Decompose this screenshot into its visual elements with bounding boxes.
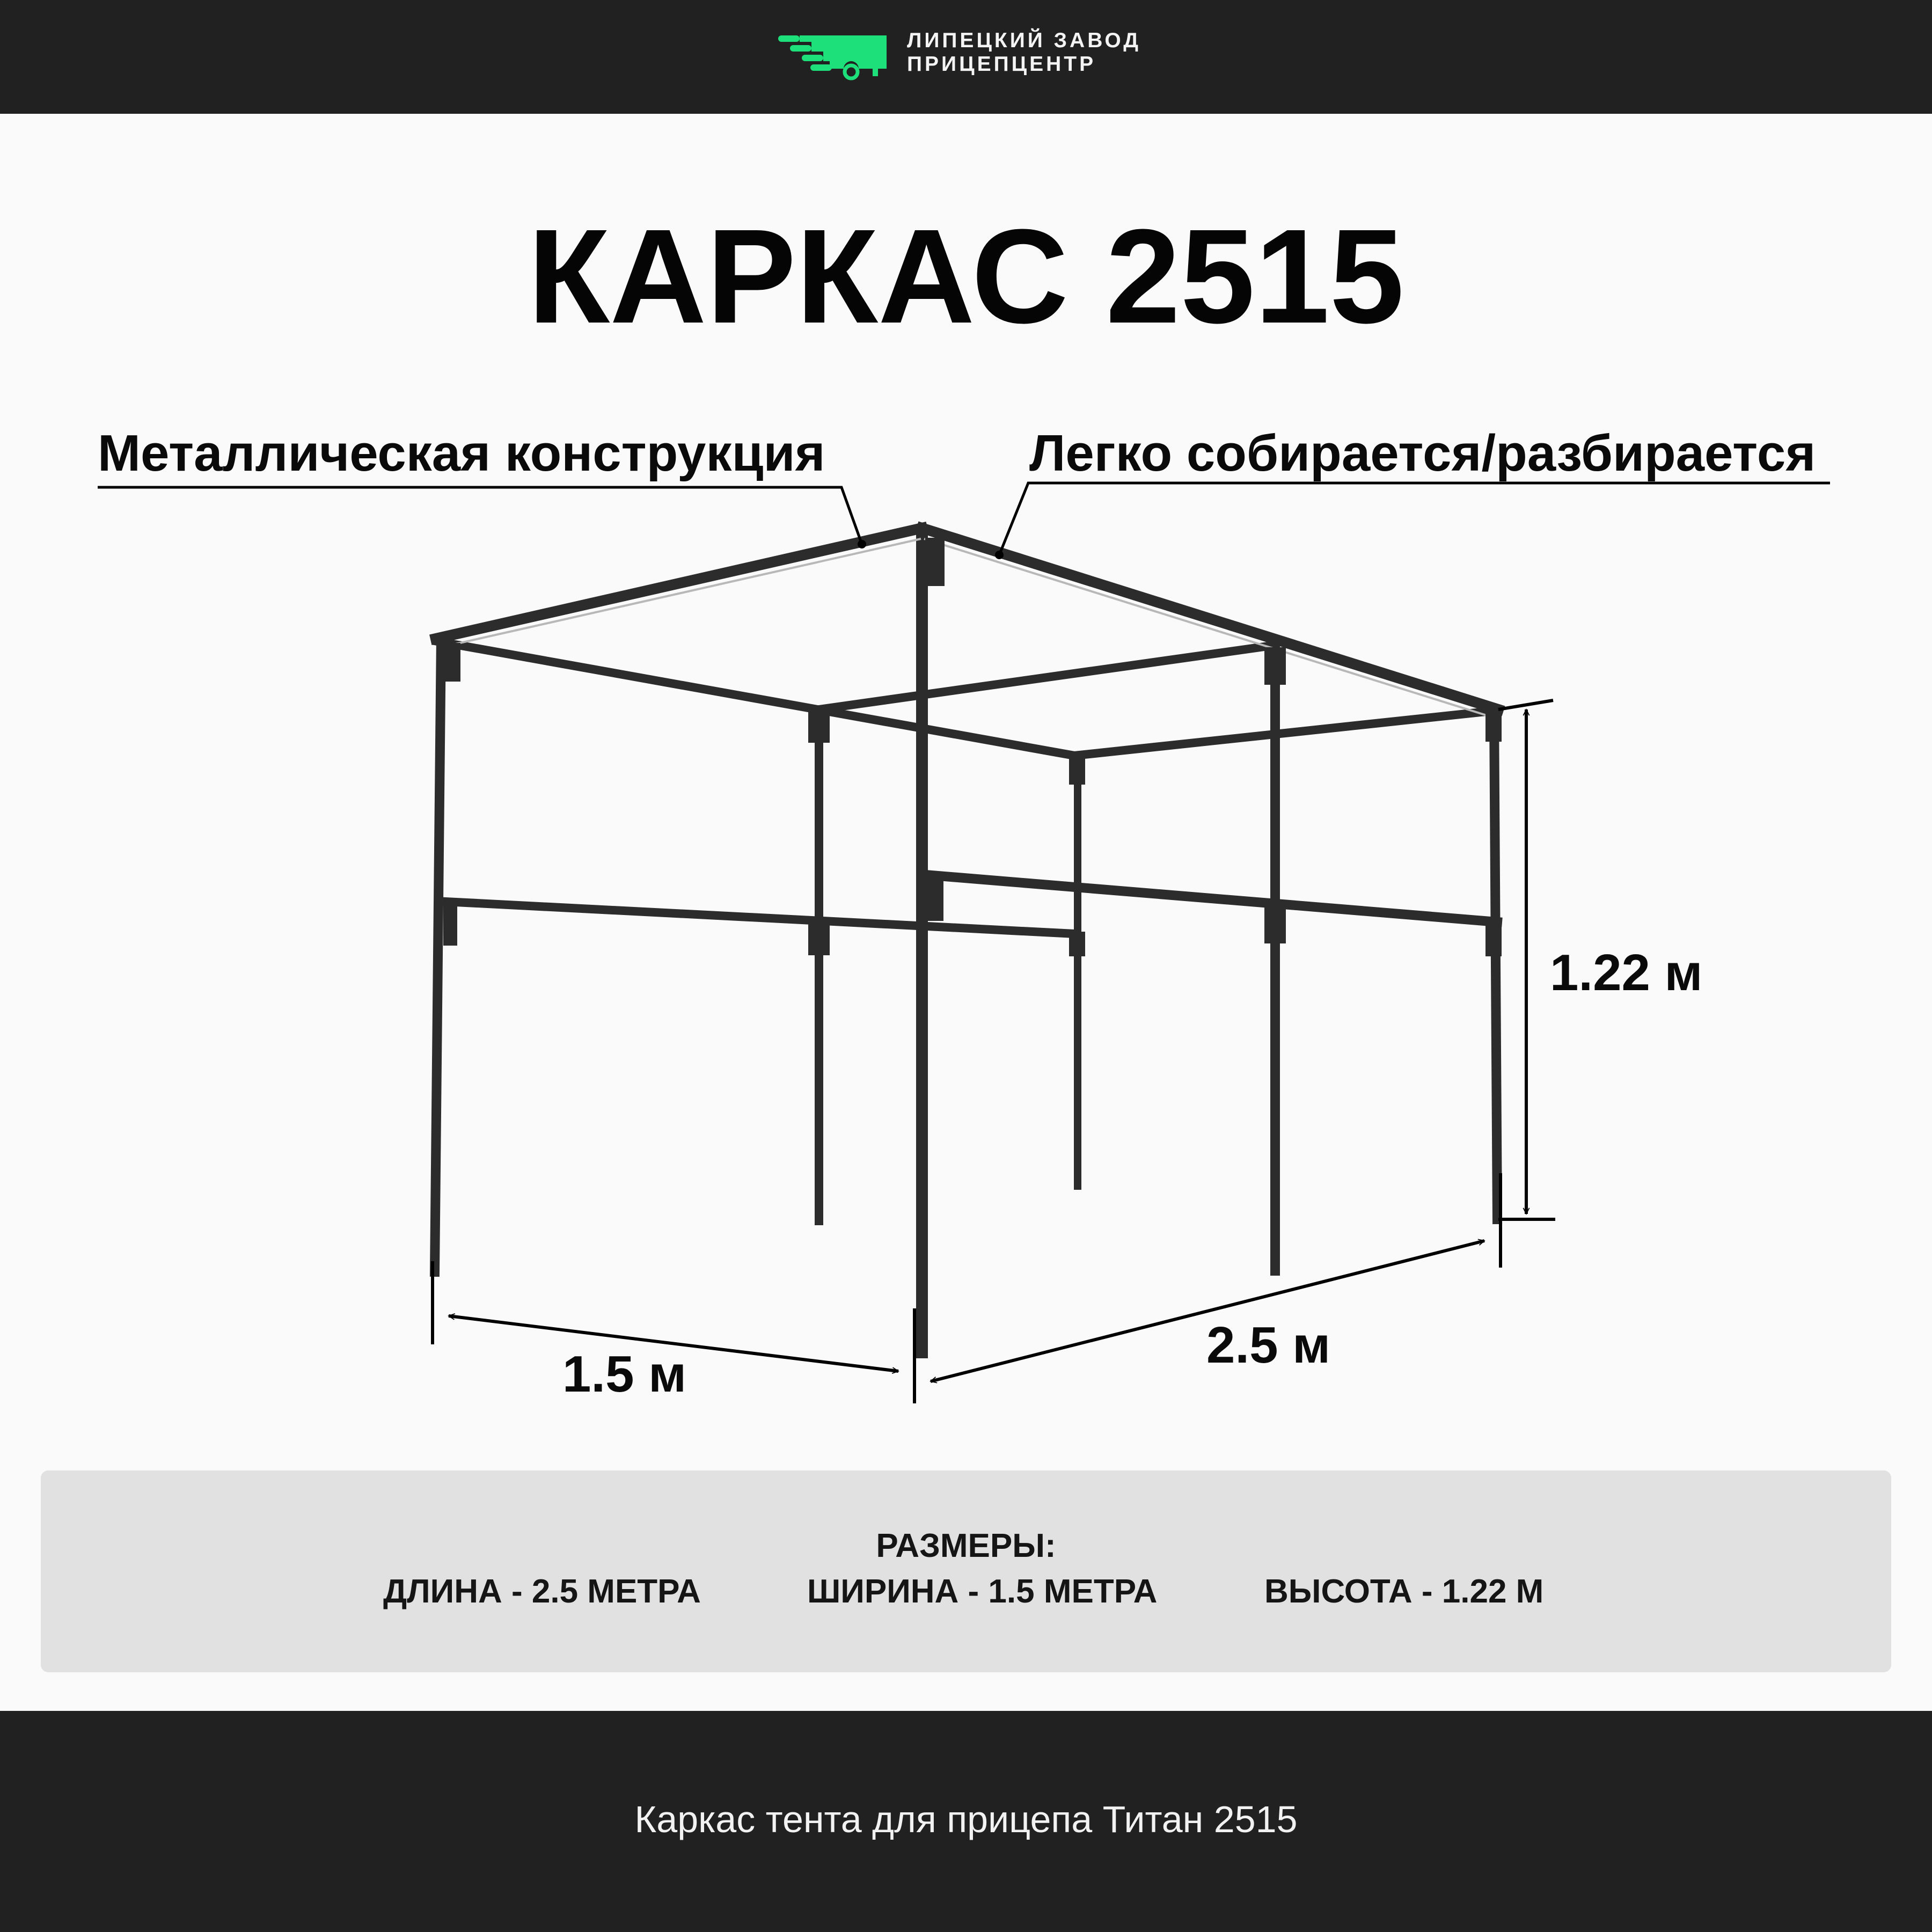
spec-length: ДЛИНА - 2.5 МЕТРА — [383, 1573, 701, 1610]
brand-line-1: ЛИПЕЦКИЙ ЗАВОД — [907, 29, 1141, 52]
top-rail-left — [436, 528, 922, 639]
footer-caption: Каркас тента для прицепа Титан 2515 — [634, 1798, 1298, 1840]
spec-height: ВЫСОТА - 1.22 М — [1264, 1573, 1544, 1610]
roof-bar-back — [1074, 711, 1491, 756]
specs-heading: РАЗМЕРЫ: — [876, 1527, 1056, 1564]
rail-left-side — [445, 902, 1074, 934]
callout-dot-right — [995, 551, 1004, 559]
footer-bar — [0, 1711, 1932, 1932]
length-dimension-label: 2.5 м — [1206, 1316, 1331, 1374]
feature-easy-assembly: Легко собирается/разбирается — [1029, 425, 1816, 482]
frame-structure — [435, 528, 1498, 1352]
height-dimension-label: 1.22 м — [1550, 944, 1703, 1001]
feature-metal-construction: Металлическая конструкция — [98, 425, 825, 482]
brand-line-2: ПРИЦЕПЦЕНТР — [907, 53, 1096, 76]
rail-right-side — [925, 875, 1497, 922]
page-title: КАРКАС 2515 — [528, 201, 1404, 351]
post-left-front — [435, 639, 441, 1272]
specs-panel — [41, 1470, 1891, 1672]
callout-leader-left — [98, 487, 862, 544]
dimension-lines — [433, 700, 1555, 1403]
callout-dot-left — [858, 540, 866, 548]
roof-bar-left-side — [437, 641, 1074, 756]
roof-bar-mid — [819, 646, 1272, 709]
spec-width: ШИРИНА - 1.5 МЕТРА — [807, 1573, 1158, 1610]
tick-height-top — [1498, 700, 1553, 709]
width-dimension-label: 1.5 м — [562, 1345, 687, 1403]
callout-leader-right — [999, 483, 1830, 555]
post-right-front — [1494, 711, 1497, 1219]
